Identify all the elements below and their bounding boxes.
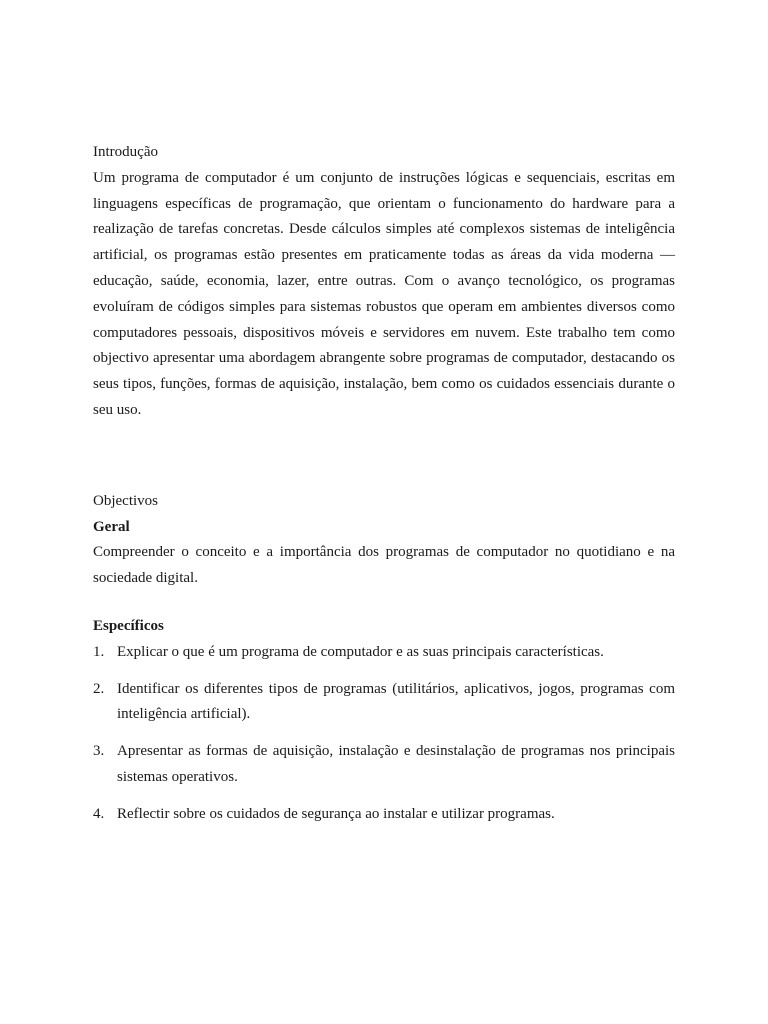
list-item-text: Identificar os diferentes tipos de programas (utilitários, aplicativos, jogos, programas com inteligência artificial).	[117, 680, 675, 723]
intro-paragraph: Um programa de computador é um conjunto de instruções lógicas e sequenciais, escritas em linguagens específicas de programação, que orientam o funcionamento do hardware para a realização de tarefas concretas. Desde cálculos simples até complexos sistemas de inteligência artificial, os programas estão presentes em praticamente todas as áreas da vida moderna — educação, saúde, economia, lazer, entre outras. Com o avanço tecnológico, os programas evoluíram de códigos simples para sistemas robustos que operam em ambientes diversos como computadores pessoais, dispositivos móveis e servidores em nuvem. Este trabalho tem como objectivo apresentar uma abordagem abrangente sobre programas de computador, destacando os seus tipos, funções, formas de aquisição, instalação, bem como os cuidados essenciais durante o seu uso.	[93, 169, 675, 418]
section-spacer	[93, 592, 675, 614]
intro-heading: Introdução	[93, 144, 158, 160]
list-item-text: Explicar o que é um programa de computador e as suas principais características.	[117, 643, 604, 660]
list-item	[93, 739, 675, 791]
list-item-number: 2.	[93, 680, 105, 697]
list-item-text: Apresentar as formas de aquisição, instalação e desinstalação de programas nos principais sistemas operativos.	[117, 743, 675, 785]
list-item	[93, 640, 675, 666]
specific-heading: Específicos	[93, 617, 164, 634]
list-item	[93, 802, 675, 828]
document-page	[93, 140, 675, 839]
list-item-number: 3.	[93, 743, 105, 760]
general-heading: Geral	[93, 518, 130, 535]
general-paragraph: Compreender o conceito e a importância dos programas de computador no quotidiano e na sociedade digital.	[93, 544, 675, 587]
specific-objectives-list	[93, 640, 675, 828]
list-item-number: 1.	[93, 643, 105, 660]
objectives-heading: Objectivos	[93, 492, 158, 509]
list-item	[93, 677, 675, 729]
list-item-text: Reflectir sobre os cuidados de segurança ao instalar e utilizar programas.	[117, 805, 555, 822]
section-spacer	[93, 424, 675, 489]
list-item-number: 4.	[93, 805, 105, 822]
